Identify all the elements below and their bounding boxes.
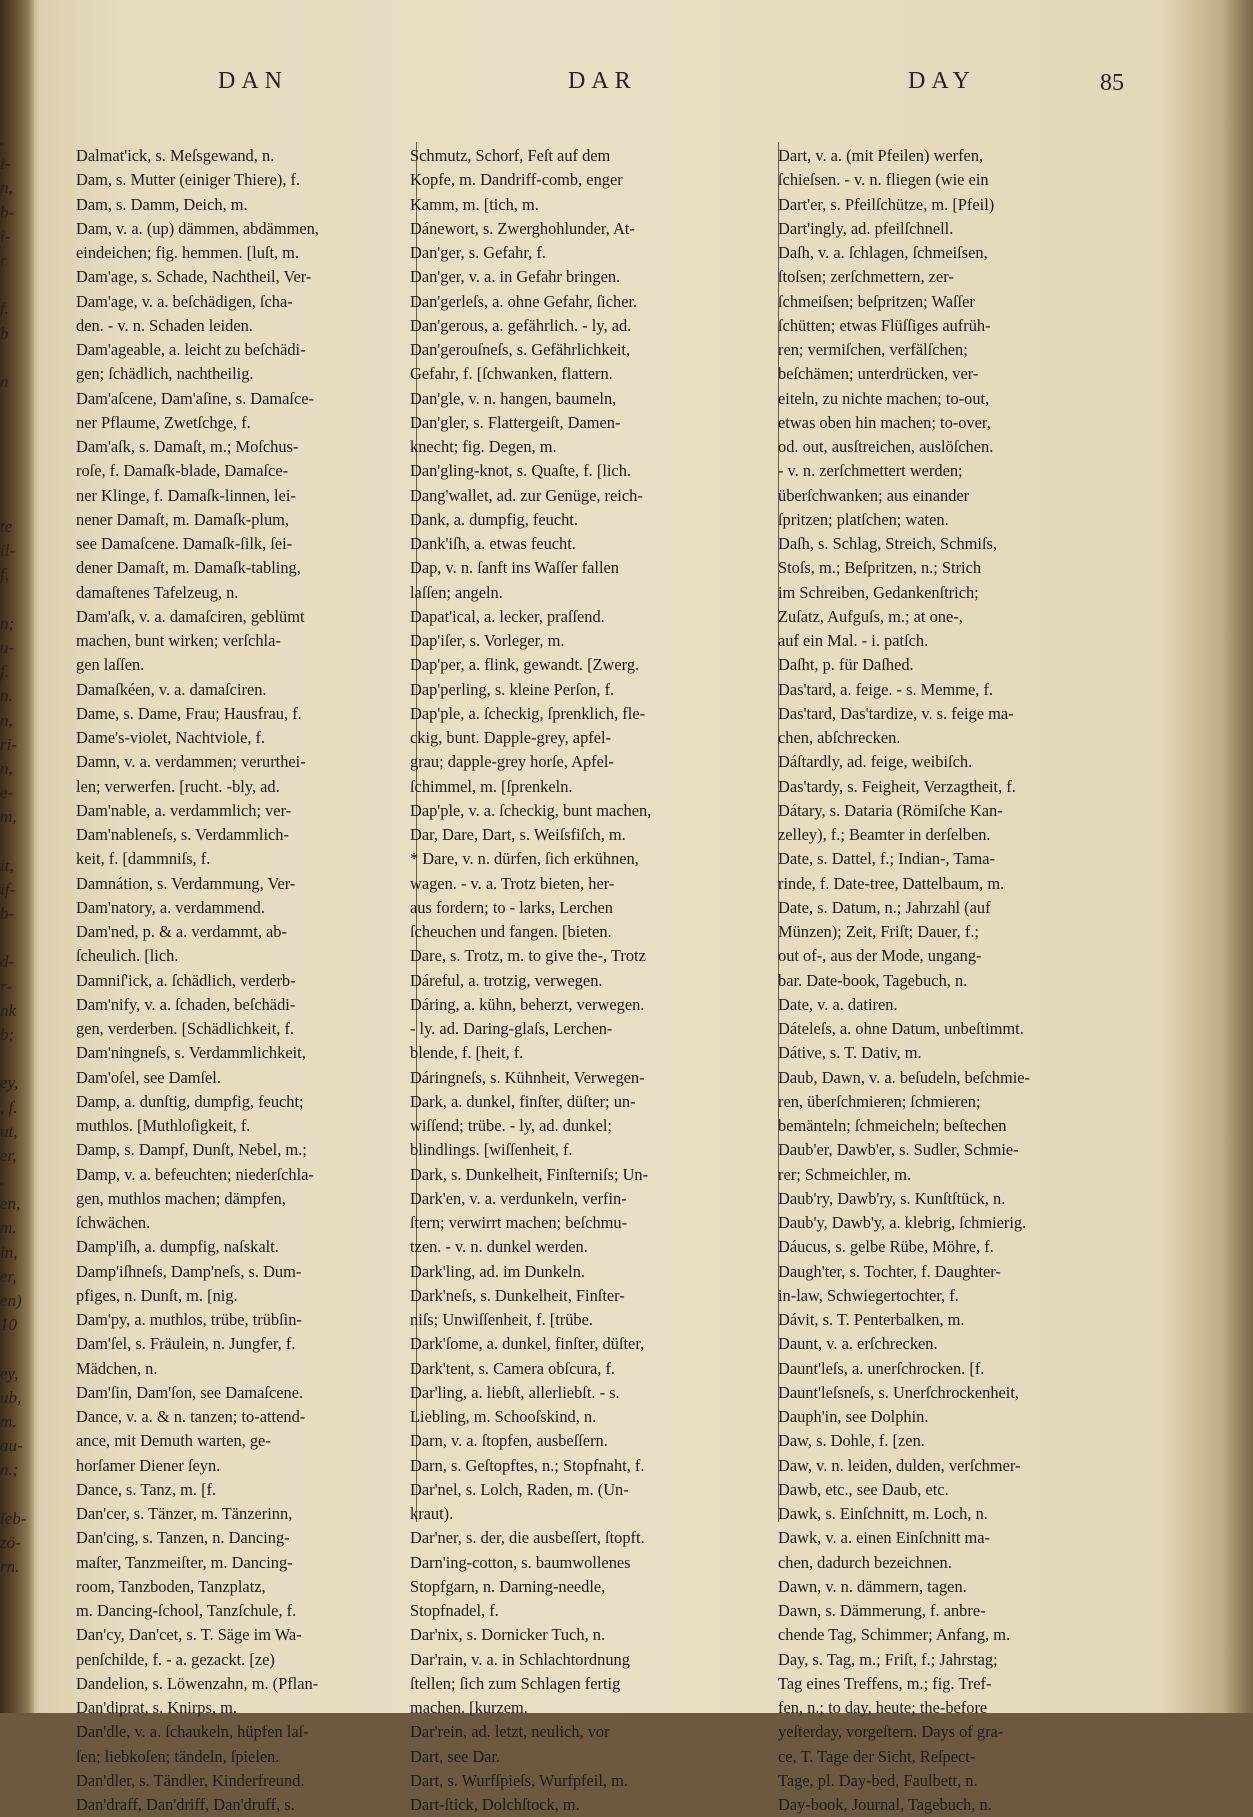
entry-line: Dam'ſin, Dam'ſon, see Damaſcene. bbox=[76, 1382, 304, 1402]
entry-line: Dar, Dare, Dart, s. Weiſsfiſch, m. bbox=[410, 825, 626, 844]
entry-line: chen, dadurch bezeichnen. bbox=[778, 1552, 952, 1572]
fragment-line bbox=[0, 588, 22, 612]
entry-line: Zuſatz, Aufguſs, m.; at one-, bbox=[778, 606, 963, 626]
entry-line: Damniſ'ick, a. ſchädlich, verderb- bbox=[76, 970, 296, 990]
fragment-line: e- bbox=[0, 783, 14, 803]
running-head-left: DAN bbox=[218, 68, 288, 94]
running-head-center: DAR bbox=[568, 68, 637, 94]
entry-line: Dame's-violet, Nachtviole, f. bbox=[76, 728, 266, 747]
entry-line: laſſen; angeln. bbox=[410, 582, 503, 602]
fragment-line: in, bbox=[0, 1242, 18, 1262]
fragment-line: if- bbox=[0, 879, 16, 899]
entry-line: Dark'neſs, s. Dunkelheit, Finſter- bbox=[410, 1285, 625, 1305]
entry-line: Dawb, etc., see Daub, etc. bbox=[778, 1479, 949, 1499]
fragment-line: n.; bbox=[0, 1460, 19, 1480]
entry-line: Damp'iſh, a. dumpfig, naſskalt. bbox=[76, 1237, 279, 1257]
entry-line: Daub'ry, Dawb'ry, s. Kunſtſtück, n. bbox=[778, 1188, 1006, 1208]
entry-line: Day-book, Journal, Tagebuch, n. bbox=[778, 1795, 992, 1814]
entry-line: Dávit, s. T. Penterbalken, m. bbox=[778, 1310, 965, 1329]
entry-line: Dam, s. Mutter (einiger Thiere), f. bbox=[76, 170, 301, 190]
entry-line: ner Klinge, f. Damaſk-linnen, lei- bbox=[76, 485, 296, 505]
entry-line: blindlings. [wiſſenheit, f. bbox=[410, 1140, 573, 1160]
fragment-line: f, bbox=[0, 565, 9, 585]
fragment-line: ieb- bbox=[0, 1508, 27, 1528]
entry-line: od. out, ausſtreichen, auslöſchen. bbox=[778, 437, 994, 456]
entry-line: Dáring, a. kühn, beherzt, verwegen. bbox=[410, 994, 645, 1014]
entry-line: room, Tanzboden, Tanzplatz, bbox=[76, 1576, 266, 1596]
entry-line: Dan'gerleſs, a. ohne Gefahr, ſicher. bbox=[410, 291, 638, 311]
fragment-line: ub, bbox=[0, 1387, 22, 1407]
entry-line: ſchimmel, m. [ſprenkeln. bbox=[410, 776, 573, 796]
fragment-line: ey, bbox=[0, 1363, 19, 1383]
entry-line: Stopfnadel, f. bbox=[410, 1601, 499, 1620]
entry-line: Dan'gler, s. Flattergeiſt, Damen- bbox=[410, 412, 621, 432]
fragment-line: i- bbox=[0, 154, 11, 174]
entry-line: - ly. ad. Daring-glaſs, Lerchen- bbox=[410, 1019, 613, 1038]
entry-line: Stopfgarn, n. Darning-needle, bbox=[410, 1576, 606, 1596]
entry-line: Dart'er, s. Pfeilſchütze, m. [Pfeil) bbox=[778, 194, 995, 214]
entry-line: out of-, aus der Mode, ungang- bbox=[778, 946, 982, 966]
entry-line: Daw, v. n. leiden, dulden, verſchmer- bbox=[778, 1455, 1021, 1475]
entry-line: im Schreiben, Gedankenſtrich; bbox=[778, 582, 979, 602]
fragment-line: d- bbox=[0, 952, 15, 972]
fragment-line: , f. bbox=[0, 1097, 18, 1117]
entry-line: Dam'age, v. a. beſchädigen, ſcha- bbox=[76, 291, 293, 311]
entry-line: Dam'oſel, see Damſel. bbox=[76, 1067, 221, 1087]
entry-line: Dam'age, s. Schade, Nachtheil, Ver- bbox=[76, 267, 312, 287]
entry-line: Gefahr, f. [ſchwanken, flattern. bbox=[410, 364, 613, 384]
entry-line: Dap'perling, s. kleine Perſon, f. bbox=[410, 679, 615, 699]
entry-line: Daugh'ter, s. Tochter, f. Daughter- bbox=[778, 1261, 1001, 1281]
entry-line: machen, bunt wirken; verſchla- bbox=[76, 631, 281, 650]
entry-line: ckig, bunt. Dapple-grey, apfel- bbox=[410, 728, 612, 747]
fragment-line: er, bbox=[0, 1266, 17, 1286]
fragment-line bbox=[0, 491, 22, 515]
fragment-line: au- bbox=[0, 1436, 23, 1456]
entry-line: Dare, s. Trotz, m. to give the-, Trotz bbox=[410, 946, 646, 966]
entry-line: Darn, v. a. ſtopfen, ausbeſſern. bbox=[410, 1431, 608, 1451]
fragment-line: m. bbox=[0, 1218, 17, 1238]
entry-line: Dawk, v. a. einen Einſchnitt ma- bbox=[778, 1528, 990, 1548]
fragment-line: r bbox=[0, 250, 7, 270]
entry-line: gen, muthlos machen; dämpfen, bbox=[76, 1188, 286, 1208]
entry-line: Kamm, m. [tich, m. bbox=[410, 194, 539, 214]
entry-line: ance, mit Demuth warten, ge- bbox=[76, 1431, 271, 1451]
entry-line: ſen; liebkoſen; tändeln, ſpielen. bbox=[76, 1746, 280, 1766]
entry-line: Dawn, v. n. dämmern, tagen. bbox=[778, 1576, 967, 1596]
entry-line: wagen. - v. a. Trotz bieten, her- bbox=[410, 873, 615, 893]
entry-line: Kopfe, m. Dandriff-comb, enger bbox=[410, 170, 623, 190]
entry-line: ſpritzen; platſchen; waten. bbox=[778, 509, 949, 529]
fragment-line: ut, bbox=[0, 1121, 18, 1141]
fragment-line: n; bbox=[0, 613, 15, 633]
entry-line: Dank, a. dumpfig, feucht. bbox=[410, 509, 578, 529]
entry-line: Stoſs, m.; Beſpritzen, n.; Strich bbox=[778, 558, 982, 578]
entry-line: Dáſtardly, ad. feige, weibiſch. bbox=[778, 752, 973, 772]
entry-line: bar. Date-book, Tagebuch, n. bbox=[778, 970, 968, 990]
entry-line: chende Tag, Schimmer; Anfang, m. bbox=[778, 1625, 1011, 1645]
entry-line: rinde, f. Date-tree, Dattelbaum, m. bbox=[778, 873, 1005, 893]
entry-line: damaſtenes Tafelzeug, n. bbox=[76, 582, 239, 602]
fragment-line bbox=[0, 467, 22, 491]
fragment-line: nk bbox=[0, 1000, 17, 1020]
entry-line: Das'tard, Das'tardize, v. s. feige ma- bbox=[778, 703, 1014, 723]
entry-line: Damp, s. Dampf, Dunſt, Nebel, m.; bbox=[76, 1140, 307, 1160]
entry-line: Daunt'leſsneſs, s. Unerſchrockenheit, bbox=[778, 1382, 1020, 1402]
entry-line: ren; vermiſchen, verfälſchen; bbox=[778, 340, 968, 359]
entry-line: Damn, v. a. verdammen; verurthei- bbox=[76, 752, 306, 772]
entry-line: Dar'nix, s. Dornicker Tuch, n. bbox=[410, 1625, 606, 1645]
entry-line: fen, n.; to day, heute; the-before bbox=[778, 1698, 988, 1717]
entry-line: Dan'cer, s. Tänzer, m. Tänzerinn, bbox=[76, 1504, 293, 1523]
entry-line: Darn, s. Geſtopftes, n.; Stopfnaht, f. bbox=[410, 1455, 645, 1475]
fragment-line bbox=[0, 346, 22, 370]
entry-line: Dap'per, a. flink, gewandt. [Zwerg. bbox=[410, 655, 640, 675]
entry-line: Dang'wallet, ad. zur Genüge, reich- bbox=[410, 485, 643, 505]
entry-line: bemänteln; ſchmeicheln; beſtechen bbox=[778, 1116, 1007, 1135]
entry-line: Dam'ned, p. & a. verdammt, ab- bbox=[76, 922, 287, 941]
fragment-line: r- bbox=[0, 976, 12, 996]
entry-line: Dart'ingly, ad. pfeilſchnell. bbox=[778, 218, 954, 238]
entry-line: Dap'iſer, s. Vorleger, m. bbox=[410, 631, 565, 650]
entry-line: kraut). bbox=[410, 1504, 454, 1523]
fragment-line: il- bbox=[0, 541, 16, 561]
entry-line: Daub'er, Dawb'er, s. Sudler, Schmie- bbox=[778, 1140, 1019, 1160]
entry-line: Daſh, s. Schlag, Streich, Schmiſs, bbox=[778, 534, 997, 553]
entry-line: Dátive, s. T. Dativ, m. bbox=[778, 1043, 922, 1063]
entry-line: ſtern; verwirrt machen; beſchmu- bbox=[410, 1213, 628, 1232]
entry-line: ſchwächen. bbox=[76, 1213, 151, 1232]
fragment-line: b- bbox=[0, 202, 15, 222]
fragment-line bbox=[0, 418, 22, 442]
entry-line: Dawn, s. Dämmerung, f. anbre- bbox=[778, 1601, 986, 1620]
entry-line: Dam'py, a. muthlos, trübe, trübſin- bbox=[76, 1310, 302, 1329]
entry-line: Dar'ner, s. der, die ausbeſſert, ſtopft. bbox=[410, 1528, 645, 1548]
entry-line: pfiges, n. Dunſt, m. [nig. bbox=[76, 1285, 238, 1305]
entry-line: Dauph'in, see Dolphin. bbox=[778, 1407, 929, 1426]
entry-line: Dan'gling-knot, s. Quaſte, f. [lich. bbox=[410, 461, 631, 481]
running-head-right: DAY bbox=[908, 68, 976, 94]
entry-line: Dam'nable, a. verdammlich; ver- bbox=[76, 800, 292, 820]
fragment-line: . bbox=[0, 1170, 5, 1190]
entry-line: Damp, v. a. befeuchten; niederſchla- bbox=[76, 1164, 314, 1184]
entry-line: ſtellen; ſich zum Schlagen fertig bbox=[410, 1673, 621, 1693]
fragment-line: b; bbox=[0, 1024, 15, 1044]
entry-line: gen, verderben. [Schädlichkeit, f. bbox=[76, 1019, 295, 1038]
fragment-line bbox=[0, 273, 22, 297]
entry-line: Münzen); Zeit, Friſt; Dauer, f.; bbox=[778, 922, 979, 941]
fragment-line: en, bbox=[0, 1194, 21, 1214]
dictionary-column-2 bbox=[410, 144, 775, 1817]
entry-line: den. - v. n. Schaden leiden. bbox=[76, 315, 253, 335]
entry-line: gen laſſen. bbox=[76, 655, 145, 675]
fragment-line: er, bbox=[0, 1145, 17, 1165]
fragment-line: n bbox=[0, 371, 9, 391]
entry-line: Dam'ſel, s. Fräulein, n. Jungfer, f. bbox=[76, 1334, 296, 1354]
fragment-line: f. bbox=[0, 662, 9, 682]
entry-line: Dan'dler, s. Tändler, Kinderfreund. bbox=[76, 1770, 305, 1790]
entry-line: Daw, s. Dohle, f. [zen. bbox=[778, 1431, 925, 1451]
entry-line: Damnátion, s. Verdammung, Ver- bbox=[76, 873, 296, 893]
entry-line: horſamer Diener ſeyn. bbox=[76, 1455, 221, 1475]
page-number: 85 bbox=[1100, 70, 1124, 96]
fragment-line bbox=[0, 1337, 22, 1361]
entry-line: Dam'ningneſs, s. Verdammlichkeit, bbox=[76, 1043, 306, 1063]
entry-line: Dart-ſtick, Dolchſtock, m. bbox=[410, 1795, 580, 1814]
entry-line: rer; Schmeichler, m. bbox=[778, 1164, 912, 1184]
entry-line: wiſſend; trübe. - ly, ad. dunkel; bbox=[410, 1116, 612, 1135]
entry-line: Dance, s. Tanz, m. [f. bbox=[76, 1479, 217, 1499]
entry-line: Damp'iſhneſs, Damp'neſs, s. Dum- bbox=[76, 1261, 302, 1281]
fragment-line: zö- bbox=[0, 1532, 21, 1552]
entry-line: Dáreful, a. trotzig, verwegen. bbox=[410, 970, 603, 990]
entry-line: m. Dancing-ſchool, Tanzſchule, f. bbox=[76, 1601, 297, 1620]
entry-line: Daunt, v. a. erſchrecken. bbox=[778, 1334, 938, 1354]
fragment-line: n. bbox=[0, 686, 13, 706]
entry-line: eiteln, zu nichte machen; to-out, bbox=[778, 388, 990, 408]
fragment-line: it, bbox=[0, 855, 14, 875]
entry-line: Daſh, v. a. ſchlagen, ſchmeiſsen, bbox=[778, 243, 988, 262]
entry-line: Darn'ing-cotton, s. baumwollenes bbox=[410, 1552, 631, 1572]
entry-line: Dance, v. a. & n. tanzen; to-attend- bbox=[76, 1407, 306, 1426]
entry-line: Dáucus, s. gelbe Rübe, Möhre, f. bbox=[778, 1237, 994, 1257]
entry-line: Dark'ling, ad. im Dunkeln. bbox=[410, 1261, 586, 1281]
entry-line: keit, f. [dammniſs, f. bbox=[76, 849, 211, 869]
entry-line: Dapat'ical, a. lecker, praſſend. bbox=[410, 606, 605, 626]
entry-line: Dam'ageable, a. leicht zu beſchädi- bbox=[76, 340, 306, 359]
entry-line: tzen. - v. n. dunkel werden. bbox=[410, 1237, 588, 1257]
entry-line: Day, s. Tag, m.; Friſt, f.; Jahrstag; bbox=[778, 1649, 998, 1669]
entry-line: Dalmat'ick, s. Meſsgewand, n. bbox=[76, 146, 275, 165]
entry-line: penſchilde, f. - a. gezackt. [ze) bbox=[76, 1649, 275, 1669]
entry-line: dener Damaſt, m. Damaſk-tabling, bbox=[76, 558, 301, 578]
entry-line: Daunt'leſs, a. unerſchrocken. [f. bbox=[778, 1358, 985, 1378]
fragment-line: m. bbox=[0, 1411, 17, 1431]
fragment-line: te bbox=[0, 517, 13, 536]
fragment-line: n, bbox=[0, 710, 13, 730]
entry-line: Liebling, m. Schooſskind, n. bbox=[410, 1407, 597, 1426]
entry-line: Dank'iſh, a. etwas feucht. bbox=[410, 534, 576, 553]
entry-line: Dáteleſs, a. ohne Datum, unbeſtimmt. bbox=[778, 1019, 1024, 1038]
fragment-line: rn. bbox=[0, 1557, 20, 1577]
entry-line: Dan'dle, v. a. ſchaukeln, hüpfen laſ- bbox=[76, 1722, 309, 1742]
entry-line: see Damaſcene. Damaſk-ſilk, ſei- bbox=[76, 534, 293, 553]
entry-line: Daſht, p. für Daſhed. bbox=[778, 655, 914, 675]
fragment-line: . bbox=[0, 130, 5, 149]
entry-line: auf ein Mal. - i. patſch. bbox=[778, 631, 929, 650]
entry-line: ſchütten; etwas Flüſſiges aufrüh- bbox=[778, 315, 991, 335]
entry-line: Dan'ger, v. a. in Gefahr bringen. bbox=[410, 267, 621, 287]
entry-line: niſs; Unwiſſenheit, f. [trübe. bbox=[410, 1310, 593, 1329]
entry-line: aus fordern; to - larks, Lerchen bbox=[410, 897, 613, 917]
fragment-line: en) bbox=[0, 1291, 22, 1310]
dictionary-column-1 bbox=[76, 144, 414, 1817]
entry-line: Dark, a. dunkel, finſter, düſter; un- bbox=[410, 1091, 636, 1111]
entry-line: Dan'draff, Dan'driff, Dan'druff, s. bbox=[76, 1795, 295, 1814]
entry-line: Dátary, s. Dataria (Römiſche Kan- bbox=[778, 800, 1003, 820]
entry-line: Tage, pl. Day-bed, Faulbett, n. bbox=[778, 1770, 978, 1790]
entry-line: Dan'gerous, a. gefährlich. - ly, ad. bbox=[410, 315, 632, 335]
entry-line: Dap'ple, v. a. ſcheckig, bunt machen, bbox=[410, 800, 652, 820]
entry-line: Dark, s. Dunkelheit, Finſterniſs; Un- bbox=[410, 1164, 649, 1184]
entry-line: Dam, s. Damm, Deich, m. bbox=[76, 194, 248, 214]
fragment-line: b- bbox=[0, 904, 15, 923]
fragment-line: u- bbox=[0, 637, 15, 657]
entry-line: Dart, v. a. (mit Pfeilen) werfen, bbox=[778, 146, 984, 165]
entry-line: Dam'aſk, v. a. damaſciren, geblümt bbox=[76, 606, 305, 626]
entry-line: Dan'cy, Dan'cet, s. T. Säge im Wa- bbox=[76, 1625, 302, 1645]
entry-line: zelley), f.; Beamter in derſelben. bbox=[778, 825, 991, 844]
entry-line: Dan'gle, v. n. hangen, baumeln, bbox=[410, 388, 617, 408]
entry-line: ren, überſchmieren; ſchmieren; bbox=[778, 1091, 981, 1111]
entry-line: machen. [kurzem. bbox=[410, 1698, 528, 1717]
entry-line: Dánewort, s. Zwerghohlunder, At- bbox=[410, 218, 635, 238]
entry-line: Dart, see Dar. bbox=[410, 1746, 501, 1766]
entry-line: ſcheuchen und fangen. [bieten. bbox=[410, 922, 612, 941]
fragment-line: n, bbox=[0, 758, 13, 778]
fragment-line bbox=[0, 1483, 22, 1507]
entry-line: Dam, v. a. (up) dämmen, abdämmen, bbox=[76, 218, 319, 238]
dictionary-column-3 bbox=[778, 144, 1133, 1817]
entry-line: in-law, Schwiegertochter, f. bbox=[778, 1285, 959, 1305]
entry-line: nener Damaſt, m. Damaſk-plum, bbox=[76, 509, 290, 529]
entry-line: ſchieſsen. - v. n. fliegen (wie ein bbox=[778, 170, 989, 190]
entry-line: Dam'nableneſs, s. Verdammlich- bbox=[76, 825, 289, 844]
entry-line: Dar'nel, s. Lolch, Raden, m. (Un- bbox=[410, 1479, 629, 1499]
entry-line: Dam'aſk, s. Damaſt, m.; Moſchus- bbox=[76, 437, 299, 456]
fragment-line bbox=[0, 442, 22, 466]
entry-line: Dar'rein, ad. letzt, neulich, vor bbox=[410, 1722, 610, 1742]
entry-line: chen, abſchrecken. bbox=[778, 728, 901, 747]
entry-line: Dan'ger, s. Gefahr, f. bbox=[410, 243, 546, 262]
entry-line: Dark'en, v. a. verdunkeln, verfin- bbox=[410, 1188, 627, 1208]
fragment-line: f. bbox=[0, 299, 9, 319]
entry-line: ſtoſsen; zerſchmettern, zer- bbox=[778, 267, 954, 287]
fragment-line bbox=[0, 926, 22, 950]
entry-line: Dar'ling, a. liebſt, allerliebſt. - s. bbox=[410, 1382, 620, 1402]
entry-line: roſe, f. Damaſk-blade, Damaſce- bbox=[76, 461, 289, 481]
entry-line: Daub'y, Dawb'y, a. klebrig, ſchmierig. bbox=[778, 1213, 1027, 1232]
fragment-line: ey, bbox=[0, 1073, 19, 1093]
entry-line: ſchmeiſsen; beſpritzen; Waſſer bbox=[778, 291, 975, 311]
entry-line: Dar'rain, v. a. in Schlachtordnung bbox=[410, 1649, 630, 1669]
entry-line: yeſterday, vorgeſtern. Days of gra- bbox=[778, 1722, 1004, 1742]
fragment-line bbox=[0, 394, 22, 418]
fragment-line bbox=[0, 829, 22, 853]
entry-line: - v. n. zerſchmettert werden; bbox=[778, 461, 963, 481]
entry-line: Dam'nify, v. a. ſchaden, beſchädi- bbox=[76, 994, 296, 1014]
entry-line: ſcheulich. [lich. bbox=[76, 946, 179, 966]
entry-line: * Dare, v. n. dürfen, ſich erkühnen, bbox=[410, 849, 639, 869]
entry-line: maſter, Tanzmeiſter, m. Dancing- bbox=[76, 1552, 293, 1572]
entry-line: muthlos. [Muthloſigkeit, f. bbox=[76, 1116, 251, 1135]
entry-line: gen; ſchädlich, nachtheilig. bbox=[76, 364, 254, 384]
entry-line: Dap'ple, a. ſcheckig, ſprenklich, fle- bbox=[410, 703, 646, 723]
entry-line: Dart, s. Wurfſpieſs, Wurfpfeil, m. bbox=[410, 1770, 628, 1790]
entry-line: Das'tard, a. feige. - s. Memme, f. bbox=[778, 679, 994, 699]
entry-line: Dark'tent, s. Camera obſcura, f. bbox=[410, 1358, 616, 1378]
entry-line: Dam'natory, a. verdammend. bbox=[76, 897, 265, 917]
entry-line: Tag eines Treffens, m.; fig. Tref- bbox=[778, 1673, 992, 1693]
entry-line: Dandelion, s. Löwenzahn, m. (Pflan- bbox=[76, 1673, 319, 1693]
entry-line: Dark'ſome, a. dunkel, finſter, düſter, bbox=[410, 1334, 645, 1354]
fragment-line: i- bbox=[0, 226, 11, 246]
entry-line: ce, T. Tage der Sicht, Reſpect- bbox=[778, 1746, 976, 1766]
fragment-line: b bbox=[0, 323, 9, 343]
fragment-line: n, bbox=[0, 178, 13, 198]
fragment-line: m, bbox=[0, 807, 17, 827]
entry-line: len; verwerfen. [rucht. -bly, ad. bbox=[76, 776, 280, 796]
entry-line: Damp, a. dunſtig, dumpfig, feucht; bbox=[76, 1091, 304, 1111]
fragment-line bbox=[0, 1047, 22, 1071]
entry-line: überſchwanken; aus einander bbox=[778, 485, 970, 505]
entry-line: Daub, Dawn, v. a. beſudeln, beſchmie- bbox=[778, 1067, 1030, 1087]
entry-line: grau; dapple-grey horſe, Apfel- bbox=[410, 752, 614, 772]
entry-line: Dawk, s. Einſchnitt, m. Loch, n. bbox=[778, 1504, 988, 1523]
entry-line: Das'tardy, s. Feigheit, Verzagtheit, f. bbox=[778, 776, 1016, 796]
entry-line: Date, s. Dattel, f.; Indian-, Tama- bbox=[778, 849, 996, 869]
fragment-line: 10 bbox=[0, 1315, 17, 1335]
entry-line: Dan'diprat, s. Knirps, m. bbox=[76, 1698, 237, 1717]
page-edge-shadow bbox=[1223, 0, 1253, 1713]
entry-line: Date, v. a. datiren. bbox=[778, 994, 898, 1014]
entry-line: Dam'aſcene, Dam'aſine, s. Damaſce- bbox=[76, 388, 314, 408]
entry-line: knecht; fig. Degen, m. bbox=[410, 437, 557, 456]
entry-line: Mädchen, n. bbox=[76, 1358, 158, 1378]
entry-line: beſchämen; unterdrücken, ver- bbox=[778, 364, 979, 384]
previous-page-edge bbox=[0, 0, 34, 1713]
fragment-line: ri- bbox=[0, 734, 17, 754]
entry-line: ner Pflaume, Zwetſchge, f. bbox=[76, 412, 251, 432]
entry-line: Damaſkéen, v. a. damaſciren. bbox=[76, 679, 267, 699]
previous-page-fragments bbox=[0, 128, 27, 1579]
entry-line: Dap, v. n. ſanft ins Waſſer fallen bbox=[410, 558, 619, 578]
entry-line: Date, s. Datum, n.; Jahrzahl (auf bbox=[778, 897, 991, 917]
entry-line: Schmutz, Schorf, Feſt auf dem bbox=[410, 146, 611, 165]
entry-line: etwas oben hin machen; to-over, bbox=[778, 412, 991, 432]
entry-line: Dame, s. Dame, Frau; Hausfrau, f. bbox=[76, 703, 302, 723]
entry-line: Dan'gerouſneſs, s. Gefährlichkeit, bbox=[410, 340, 631, 359]
entry-line: Dan'cing, s. Tanzen, n. Dancing- bbox=[76, 1528, 290, 1548]
entry-line: eindeichen; fig. hemmen. [luſt, m. bbox=[76, 243, 300, 262]
entry-line: Dáringneſs, s. Kühnheit, Verwegen- bbox=[410, 1067, 645, 1087]
entry-line: blende, f. [heit, f. bbox=[410, 1043, 524, 1063]
